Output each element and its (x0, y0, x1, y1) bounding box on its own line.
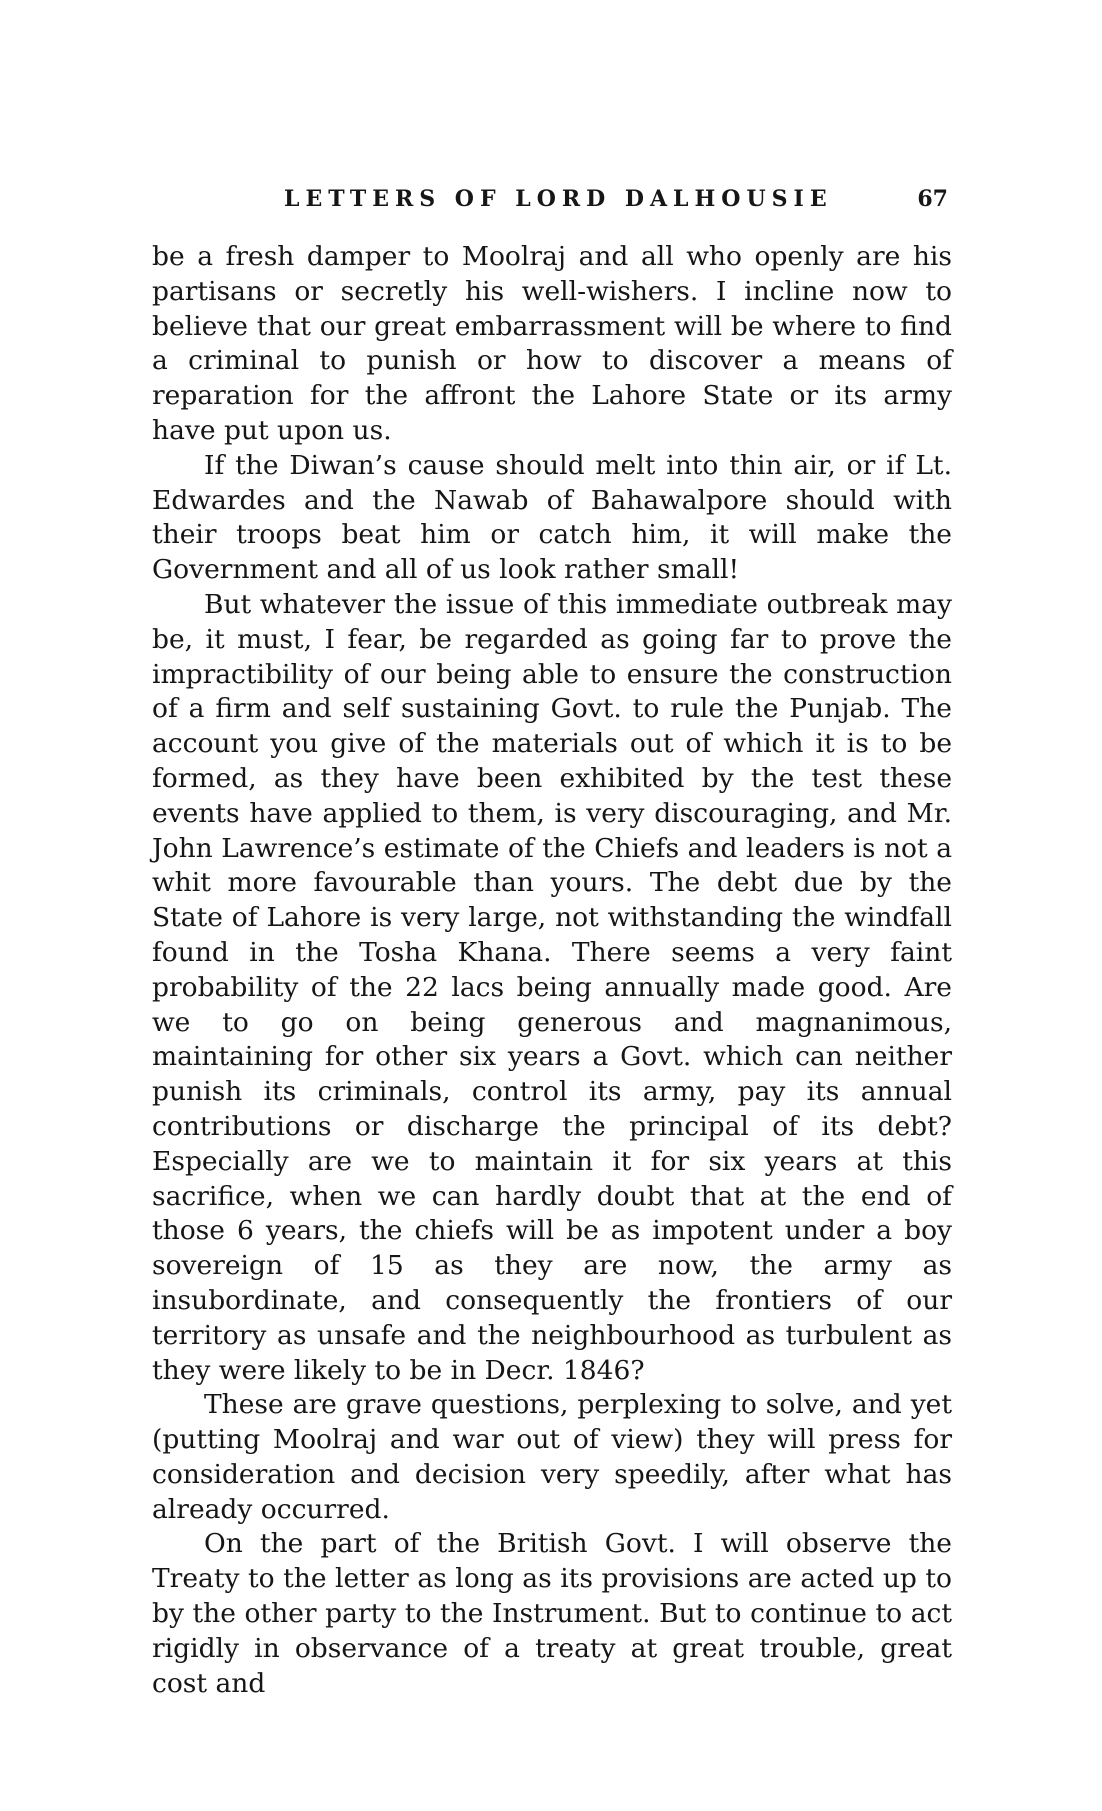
paragraph-continued: be a fresh damper to Moolraj and all who openly are his partisans or secretly his well-wishers. I incline now to believe that our great embarrassment will be where to find a criminal to punish or how to discover a means of reparation for the affront the Lahore State or its army have put upon us. (152, 241, 952, 446)
paragraph-british-govt: On the part of the British Govt. I will observe the Treaty to the letter as long as its provisions are acted up to by the other party to the Instrument. But to continue to act rigidly in observance of a treaty at great trouble, great cost and (152, 1528, 952, 1699)
running-head (152, 186, 952, 220)
running-title: LETTERS OF LORD DALHOUSIE (284, 186, 833, 212)
paragraph-outbreak-issue: But whatever the issue of this immediate outbreak may be, it must, I fear, be regarded as going far to prove the impractibility of our being able to ensure the construction of a firm and self sustaining Govt. to rule the Punjab. The account you give of the materials out of which it is to be formed, as they have been exhibited by the test these events have applied to them, is very discouraging, and Mr. John Lawrence’s estimate of the Chiefs and leaders is not a whit more favourable than yours. The debt due by the State of Lahore is very large, not withstanding the windfall found in the Tosha Khana. There seems a very faint probability of the 22 lacs being annually made good. Are we to go on being generous and magnanimous, maintaining for other six years a Govt. which can neither punish its criminals, control its army, pay its annual contributions or discharge the principal of its debt? Especially are we to maintain it for six years at this sacrifice, when we can hardly doubt that at the end of those 6 years, the chiefs will be as impotent under a boy sovereign of 15 as they are now, the army as insubordinate, and consequently the frontiers of our territory as unsafe and the neighbourhood as turbulent as they were likely to be in Decr. 1846? (152, 588, 952, 1386)
page-number: 67 (917, 186, 948, 212)
body-text (152, 240, 952, 1701)
paragraph-grave-questions: These are grave questions, perplexing to solve, and yet (putting Moolraj and war out of view) they will press for consideration and decision very speedily, after what has already occurred. (152, 1389, 952, 1525)
paragraph-diwan-cause: If the Diwan’s cause should melt into thin air, or if Lt. Edwardes and the Nawab of Bahawalpore should with their troops beat him or catch him, it will make the Government and all of us look rather small! (152, 449, 952, 586)
